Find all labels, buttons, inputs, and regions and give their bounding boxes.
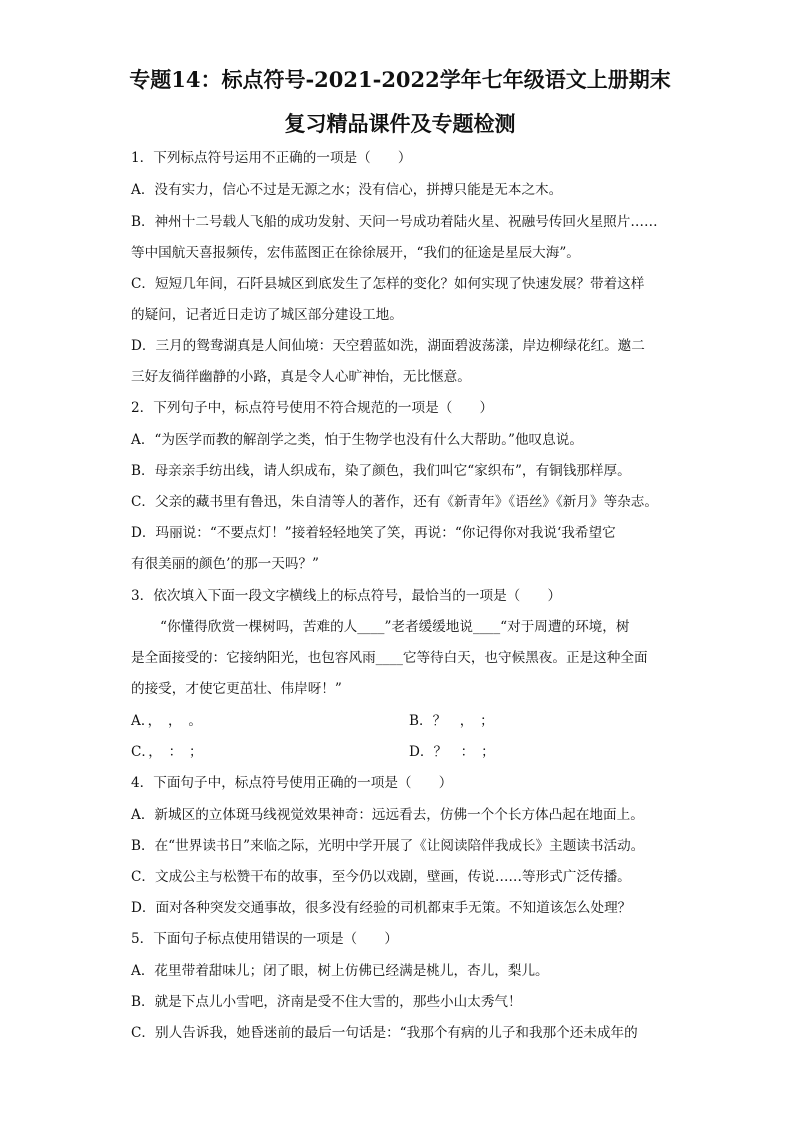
q3-option-b: B．？ ， ； <box>409 713 494 729</box>
q5-option-c-line1: C．别人告诉我，她昏迷前的最后一句话是：“我那个有病的儿子和我那个还未成年的 <box>131 1025 638 1041</box>
q3-option-a: A．， ， 。 <box>131 713 202 729</box>
q5-stem: 5．下面句子标点使用错误的一项是（ ） <box>131 931 398 947</box>
q5-option-a: A．花里带着甜味儿；闭了眼，树上仿佛已经满是桃儿，杏儿，梨儿。 <box>131 963 549 979</box>
q5-option-b: B．就是下点儿小雪吧，济南是受不住大雪的，那些小山太秀气！ <box>131 994 522 1010</box>
q4-option-a: A．新城区的立体斑马线视觉效果神奇：远远看去，仿佛一个个长方体凸起在地面上。 <box>131 807 644 823</box>
q1-option-d-line2: 三好友徜徉幽静的小路，真是令人心旷神怡，无比惬意。 <box>131 369 471 385</box>
q1-option-b-line2: 等中国航天喜报频传，宏伟蓝图正在徐徐展开，“我们的征途是星辰大海”。 <box>131 245 580 261</box>
q1-stem: 1．下列标点符号运用不正确的一项是（ ） <box>131 150 412 166</box>
q1-option-c-line1: C．短短几年间，石阡县城区到底发生了怎样的变化？如何实现了快速发展？带着这样 <box>131 276 645 292</box>
q3-stem: 3．依次填入下面一段文字横线上的标点符号，最恰当的一项是（ ） <box>131 588 562 604</box>
q1-option-d-line1: D．三月的鸳鸯湖真是人间仙境：天空碧蓝如洗，湖面碧波荡漾，岸边柳绿花红。邀二 <box>131 338 645 354</box>
q4-option-b: B．在“世界读书日”来临之际，光明中学开展了《让阅读陪伴我成长》主题读书活动。 <box>131 838 645 854</box>
q3-passage-line2: 是全面接受的：它接纳阳光，也包容风雨____它等待白天，也守候黑夜。正是这种全面 <box>131 650 648 666</box>
q2-option-d-line1: D．玛丽说：“不要点灯！”接着轻轻地笑了笑，再说：“你记得你对我说‘我希望它 <box>131 525 616 541</box>
doc-title-line-1: 专题14：标点符号-2021-2022学年七年级语文上册期末 <box>129 67 671 92</box>
q4-stem: 4．下面句子中，标点符号使用正确的一项是（ ） <box>131 775 453 791</box>
q4-option-c: C．文成公主与松赞干布的故事，至今仍以戏剧，壁画，传说……等形式广泛传播。 <box>131 869 631 885</box>
doc-title-line-2: 复习精品课件及专题检测 <box>284 111 516 136</box>
q1-option-a: A．没有实力，信心不过是无源之水；没有信心，拼搏只能是无本之木。 <box>131 182 563 198</box>
q2-stem: 2．下列句子中，标点符号使用不符合规范的一项是（ ） <box>131 400 494 416</box>
q1-option-c-line2: 的疑问，记者近日走访了城区部分建设工地。 <box>131 307 403 323</box>
q2-option-a: A．“为医学而教的解剖学之类，怕于生物学也没有什么大帮助。”他叹息说。 <box>131 432 583 448</box>
q2-option-b: B．母亲亲手纺出线，请人织成布，染了颜色，我们叫它“家织布”，有铜钱那样厚。 <box>131 463 631 479</box>
q3-option-d: D．？ ： ； <box>409 744 495 760</box>
q4-option-d: D．面对各种突发交通事故，很多没有经验的司机都束手无策。不知道该怎么处理？ <box>131 900 632 916</box>
q1-option-b-line1: B．神州十二号载人飞船的成功发射、天问一号成功着陆火星、祝融号传回火星照片…… <box>131 214 658 230</box>
q3-passage-line3: 的接受，才使它更茁壮、伟岸呀！” <box>131 681 342 697</box>
q3-passage-line1: “你懂得欣赏一棵树吗，苦难的人____”老者缓缓地说____“对于周遭的环境，树 <box>160 619 630 635</box>
q2-option-d-line2: 有很美丽的颜色’的那一天吗？” <box>131 556 319 572</box>
q2-option-c: C．父亲的藏书里有鲁迅，朱自清等人的著作，还有《新青年》《语丝》《新月》等杂志。 <box>131 494 658 510</box>
q3-option-c: C．， ： ； <box>131 744 203 760</box>
